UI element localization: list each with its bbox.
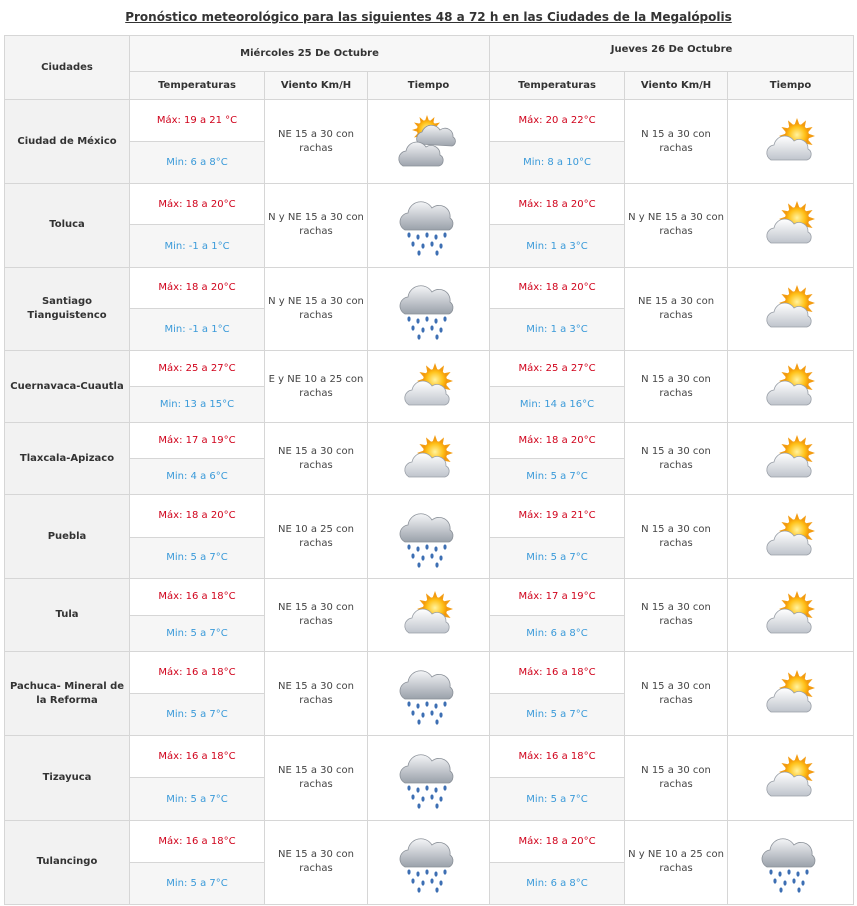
wind-2: N y NE 10 a 25 con rachas xyxy=(625,820,728,904)
weather-cell-2 xyxy=(728,100,854,184)
min-temp-1: Min: 6 a 8°C xyxy=(130,142,265,184)
max-temp-2: Máx: 16 a 18°C xyxy=(490,736,625,778)
city-name: Tulancingo xyxy=(5,820,130,904)
max-temp-1: Máx: 18 a 20°C xyxy=(130,495,265,537)
weather-cell-1 xyxy=(368,267,490,350)
max-temp-1: Máx: 18 a 20°C xyxy=(130,184,265,225)
city-name: Cuernavaca-Cuautla xyxy=(5,350,130,422)
wind-2: NE 15 a 30 con rachas xyxy=(625,267,728,350)
header-wind-2: Viento Km/H xyxy=(625,72,728,100)
header-weather-2: Tiempo xyxy=(728,72,854,100)
forecast-body xyxy=(5,100,854,905)
weather-cell-1 xyxy=(368,495,490,578)
weather-cell-1 xyxy=(368,100,490,184)
table-row xyxy=(5,578,854,615)
weather-cell-2 xyxy=(728,736,854,820)
table-row xyxy=(5,651,854,693)
page-title: Pronóstico meteorológico para las siguientes 48 a 72 h en las Ciudades de la Megalópolis xyxy=(125,10,732,24)
table-row xyxy=(5,100,854,142)
city-name: Tlaxcala-Apizaco xyxy=(5,423,130,495)
weather-cell-2 xyxy=(728,495,854,578)
min-temp-1: Min: 5 a 7°C xyxy=(130,778,265,820)
partly-cloudy-icon xyxy=(761,429,821,489)
wind-2: N 15 a 30 con rachas xyxy=(625,100,728,184)
weather-cell-2 xyxy=(728,267,854,350)
rain-icon xyxy=(397,829,461,895)
rain-icon xyxy=(759,829,823,895)
header-day-1: Miércoles 25 De Octubre xyxy=(130,36,490,72)
partly-cloudy-icon xyxy=(761,357,821,417)
weather-cell-2 xyxy=(728,350,854,422)
max-temp-1: Máx: 17 a 19°C xyxy=(130,423,265,459)
header-day-2: Jueves 26 De Octubre xyxy=(490,36,854,72)
wind-1: NE 15 a 30 con rachas xyxy=(265,820,368,904)
min-temp-2: Min: 5 a 7°C xyxy=(490,459,625,495)
city-name: Tizayuca xyxy=(5,736,130,820)
header-wind-1: Viento Km/H xyxy=(265,72,368,100)
wind-1: NE 15 a 30 con rachas xyxy=(265,423,368,495)
city-name: Puebla xyxy=(5,495,130,578)
max-temp-1: Máx: 16 a 18°C xyxy=(130,820,265,862)
wind-2: N 15 a 30 con rachas xyxy=(625,495,728,578)
city-name: Santiago Tianguistenco xyxy=(5,267,130,350)
wind-1: NE 15 a 30 con rachas xyxy=(265,651,368,735)
weather-cell-2 xyxy=(728,651,854,735)
max-temp-2: Máx: 18 a 20°C xyxy=(490,423,625,459)
min-temp-2: Min: 14 a 16°C xyxy=(490,387,625,423)
rain-icon xyxy=(397,661,461,727)
weather-cell-1 xyxy=(368,651,490,735)
max-temp-2: Máx: 18 a 20°C xyxy=(490,820,625,862)
max-temp-1: Máx: 25 a 27°C xyxy=(130,350,265,386)
partly-cloudy-icon xyxy=(761,507,821,567)
min-temp-1: Min: 13 a 15°C xyxy=(130,387,265,423)
city-name: Tula xyxy=(5,578,130,651)
max-temp-2: Máx: 18 a 20°C xyxy=(490,184,625,225)
weather-cell-2 xyxy=(728,184,854,267)
max-temp-2: Máx: 16 a 18°C xyxy=(490,651,625,693)
partly-cloudy-icon xyxy=(761,664,821,724)
min-temp-1: Min: 5 a 7°C xyxy=(130,694,265,736)
min-temp-1: Min: -1 a 1°C xyxy=(130,225,265,267)
rain-icon xyxy=(397,276,461,342)
max-temp-1: Máx: 19 a 21 °C xyxy=(130,100,265,142)
partly-cloudy-icon xyxy=(761,195,821,255)
weather-cell-1 xyxy=(368,820,490,904)
header-temperatures-1: Temperaturas xyxy=(130,72,265,100)
weather-cell-2 xyxy=(728,578,854,651)
wind-1: N y NE 15 a 30 con rachas xyxy=(265,184,368,267)
partly-cloudy-icon xyxy=(761,748,821,808)
min-temp-1: Min: 4 a 6°C xyxy=(130,459,265,495)
min-temp-1: Min: 5 a 7°C xyxy=(130,537,265,578)
min-temp-2: Min: 5 a 7°C xyxy=(490,694,625,736)
partly-cloudy-icon xyxy=(761,585,821,645)
table-row xyxy=(5,267,854,308)
wind-1: NE 15 a 30 con rachas xyxy=(265,736,368,820)
wind-1: N y NE 15 a 30 con rachas xyxy=(265,267,368,350)
min-temp-2: Min: 8 a 10°C xyxy=(490,142,625,184)
min-temp-2: Min: 1 a 3°C xyxy=(490,308,625,350)
wind-2: N 15 a 30 con rachas xyxy=(625,651,728,735)
max-temp-2: Máx: 25 a 27°C xyxy=(490,350,625,386)
city-name: Toluca xyxy=(5,184,130,267)
table-row xyxy=(5,184,854,225)
table-row xyxy=(5,350,854,386)
partly-cloudy-icon xyxy=(399,357,459,417)
table-row xyxy=(5,736,854,778)
header-temperatures-2: Temperaturas xyxy=(490,72,625,100)
min-temp-1: Min: 5 a 7°C xyxy=(130,862,265,904)
header-weather-1: Tiempo xyxy=(368,72,490,100)
min-temp-2: Min: 1 a 3°C xyxy=(490,225,625,267)
wind-1: NE 15 a 30 con rachas xyxy=(265,578,368,651)
weather-cell-2 xyxy=(728,423,854,495)
wind-1: E y NE 10 a 25 con rachas xyxy=(265,350,368,422)
max-temp-2: Máx: 17 a 19°C xyxy=(490,578,625,615)
partly-cloudy-icon xyxy=(761,112,821,172)
weather-cell-1 xyxy=(368,350,490,422)
partly-cloudy-icon xyxy=(399,429,459,489)
wind-2: N 15 a 30 con rachas xyxy=(625,350,728,422)
wind-2: N 15 a 30 con rachas xyxy=(625,423,728,495)
weather-cell-1 xyxy=(368,423,490,495)
table-row xyxy=(5,495,854,537)
partly-cloudy-icon xyxy=(399,585,459,645)
wind-2: N 15 a 30 con rachas xyxy=(625,736,728,820)
weather-cell-1 xyxy=(368,184,490,267)
min-temp-2: Min: 6 a 8°C xyxy=(490,862,625,904)
max-temp-1: Máx: 16 a 18°C xyxy=(130,736,265,778)
min-temp-1: Min: 5 a 7°C xyxy=(130,615,265,651)
rain-icon xyxy=(397,192,461,258)
wind-2: N y NE 15 a 30 con rachas xyxy=(625,184,728,267)
weather-cell-1 xyxy=(368,736,490,820)
table-row xyxy=(5,423,854,459)
wind-2: N 15 a 30 con rachas xyxy=(625,578,728,651)
wind-1: NE 15 a 30 con rachas xyxy=(265,100,368,184)
min-temp-2: Min: 5 a 7°C xyxy=(490,778,625,820)
forecast-table xyxy=(4,35,854,905)
cloudy-sun-icon xyxy=(397,110,461,174)
max-temp-2: Máx: 18 a 20°C xyxy=(490,267,625,308)
weather-cell-1 xyxy=(368,578,490,651)
max-temp-1: Máx: 18 a 20°C xyxy=(130,267,265,308)
max-temp-1: Máx: 16 a 18°C xyxy=(130,651,265,693)
min-temp-2: Min: 5 a 7°C xyxy=(490,537,625,578)
rain-icon xyxy=(397,504,461,570)
wind-1: NE 10 a 25 con rachas xyxy=(265,495,368,578)
max-temp-1: Máx: 16 a 18°C xyxy=(130,578,265,615)
max-temp-2: Máx: 19 a 21°C xyxy=(490,495,625,537)
min-temp-2: Min: 6 a 8°C xyxy=(490,615,625,651)
min-temp-1: Min: -1 a 1°C xyxy=(130,308,265,350)
max-temp-2: Máx: 20 a 22°C xyxy=(490,100,625,142)
city-name: Ciudad de México xyxy=(5,100,130,184)
rain-icon xyxy=(397,745,461,811)
partly-cloudy-icon xyxy=(761,279,821,339)
header-cities: Ciudades xyxy=(5,36,130,100)
city-name: Pachuca- Mineral de la Reforma xyxy=(5,651,130,735)
table-row xyxy=(5,820,854,862)
weather-cell-2 xyxy=(728,820,854,904)
